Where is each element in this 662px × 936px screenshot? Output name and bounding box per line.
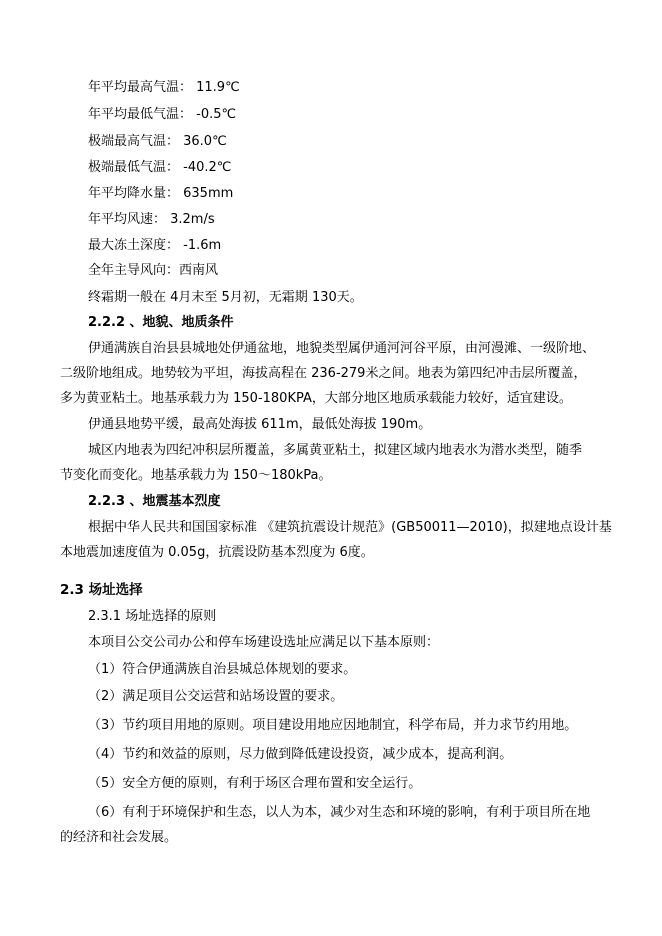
principle-item: （3）节约项目用地的原则。项目建设用地应因地制宜，科学布局，并力求节约用地。 bbox=[88, 718, 578, 733]
principle-item: （4）节约和效益的原则，尽力做到降低建设投资，减少成本，提高利润。 bbox=[88, 747, 513, 762]
urban-surface-paragraph-line: 节变化而变化。地基承载力为 150～180kPa。 bbox=[60, 468, 332, 483]
frost-period: 终霜期一般在 4月末至 5月初，无霜期 130天。 bbox=[88, 290, 363, 305]
landform-heading: 2.2.2 、地貌、地质条件 bbox=[88, 315, 234, 330]
seismic-heading: 2.2.3 、地震基本烈度 bbox=[88, 494, 221, 509]
landform-paragraph-line: 二级阶地组成。地势较为平坦，海拔高程在 236-279米之间。地表为第四纪冲击层所覆盖， bbox=[60, 366, 587, 381]
landform-paragraph-line: 多为黄亚粘土。地基承载力为 150-180KPA，大部分地区地质承载能力较好，适宜建设。 bbox=[60, 391, 572, 406]
principle-item-continuation: 的经济和社会发展。 bbox=[60, 830, 178, 845]
principle-item: （2）满足项目公交运营和站场设置的要求。 bbox=[88, 689, 344, 704]
max-frost-depth: 最大冻土深度： -1.6m bbox=[88, 238, 222, 253]
urban-surface-paragraph-line: 城区内地表为四纪冲积层所覆盖，多属黄亚粘土，拟建区域内地表水为潜水类型，随季 bbox=[88, 443, 583, 458]
avg-min-temp: 年平均最低气温： -0.5℃ bbox=[88, 107, 237, 122]
seismic-paragraph-line: 根据中华人民共和国国家标准 《建筑抗震设计规范》(GB50011—2010)，拟建地点设计基 bbox=[88, 520, 612, 535]
extreme-max-temp: 极端最高气温： 36.0℃ bbox=[88, 134, 227, 149]
terrain-paragraph: 伊通县地势平缓，最高处海拔 611m，最低处海拔 190m。 bbox=[88, 417, 432, 432]
site-selection-heading: 2.3 场址选择 bbox=[60, 582, 143, 598]
site-principles-subheading: 2.3.1 场址选择的原则 bbox=[88, 609, 217, 624]
site-intro: 本项目公交公司办公和停车场建设选址应满足以下基本原则： bbox=[88, 635, 440, 650]
avg-precipitation: 年平均降水量： 635mm bbox=[88, 186, 234, 201]
landform-paragraph-line: 伊通满族自治县县城地处伊通盆地，地貌类型属伊通河河谷平原，由河漫滩、一级阶地、 bbox=[88, 341, 596, 356]
principle-item: （1）符合伊通满族自治县城总体规划的要求。 bbox=[88, 662, 357, 677]
principle-item: （6）有利于环境保护和生态，以人为本，减少对生态和环境的影响，有利于项目所在地 bbox=[88, 805, 591, 820]
seismic-paragraph-line: 本地震加速度值为 0.05g，抗震设防基本烈度为 6度。 bbox=[60, 545, 374, 560]
principle-item: （5）安全方便的原则，有利于场区合理布置和安全运行。 bbox=[88, 776, 422, 791]
prevailing-wind: 全年主导风向：西南风 bbox=[88, 263, 219, 278]
extreme-min-temp: 极端最低气温： -40.2℃ bbox=[88, 160, 232, 175]
avg-max-temp: 年平均最高气温： 11.9℃ bbox=[88, 80, 240, 95]
avg-wind-speed: 年平均风速： 3.2m/s bbox=[88, 212, 215, 227]
